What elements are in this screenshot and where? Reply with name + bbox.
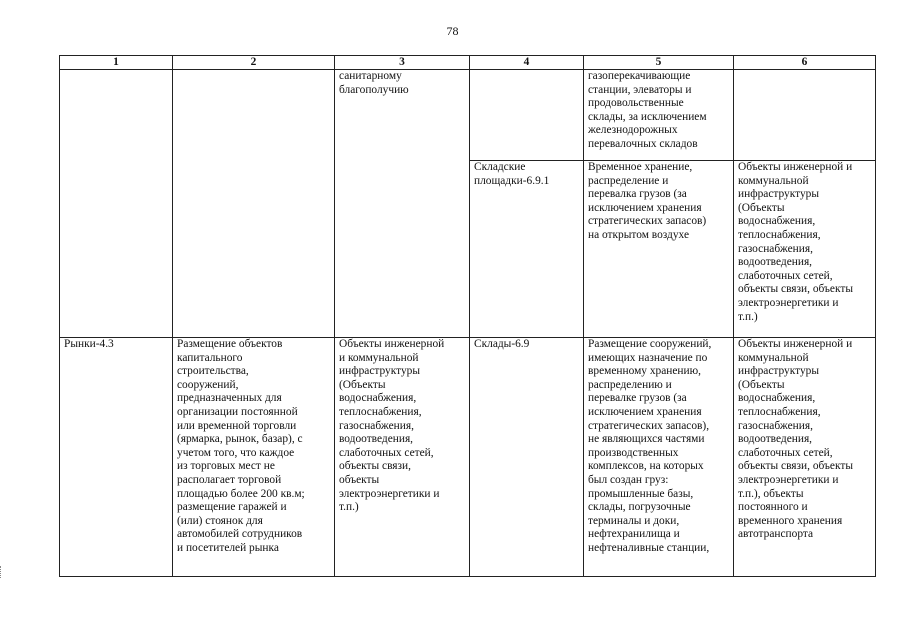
column-header-5: 5	[584, 56, 734, 70]
table-cell: Склады-6.9	[470, 338, 584, 577]
table-cell	[734, 70, 876, 161]
column-header-2: 2	[173, 56, 335, 70]
table-cell: Размещение объектов капитального строительства, сооружений, предназначенных для организации постоянной или временной торговли (ярмарка, рынок, базар), с учетом того, что каждое из торговых мест не располагает торговой площадью более 200 кв.м; размещение гаражей и (или) стоянок для автомобилей сотрудников и посетителей рынка	[173, 338, 335, 577]
table-cell	[173, 70, 335, 338]
column-header-3: 3	[335, 56, 470, 70]
zoning-table	[59, 55, 876, 577]
table-cell: санитарному благополучию	[335, 70, 470, 338]
table-cell	[60, 70, 173, 338]
table-row	[60, 338, 876, 577]
table-row	[60, 70, 876, 161]
table-cell: Складские площадки-6.9.1	[470, 161, 584, 338]
column-header-4: 4	[470, 56, 584, 70]
table-cell: Объекты инженерной и коммунальной инфраструктуры (Объекты водоснабжения, теплоснабжения, газоснабжения, водоотведения, слаботочных сетей, объекты связи, объекты электроэнергетики и т.п.)	[734, 161, 876, 338]
scan-edge-mark	[0, 566, 4, 578]
table-cell: Объекты инженерной и коммунальной инфраструктуры (Объекты водоснабжения, теплоснабжения, газоснабжения, водоотведения, слаботочных сетей, объекты связи, объекты электроэнергетики и т.п.)	[335, 338, 470, 577]
table-cell: Размещение сооружений, имеющих назначение по временному хранению, распределению и перевалке грузов (за исключением хранения стратегических запасов), не являющихся частями производственных комплексов, на которых был создан груз: промышленные базы, склады, погрузочные терминалы и доки, нефтехранилища и нефтеналивные станции,	[584, 338, 734, 577]
table-cell	[470, 70, 584, 161]
table-cell: Объекты инженерной и коммунальной инфраструктуры (Объекты водоснабжения, теплоснабжения, газоснабжения, водоотведения, слаботочных сетей, объекты связи, объекты электроэнергетики и т.п.), объекты постоянного и временного хранения автотранспорта	[734, 338, 876, 577]
column-header-1: 1	[60, 56, 173, 70]
table-cell: Рынки-4.3	[60, 338, 173, 577]
table-cell: газоперекачивающие станции, элеваторы и продовольственные склады, за исключением железнодорожных перевалочных складов	[584, 70, 734, 161]
header-row	[60, 56, 876, 70]
table-cell: Временное хранение, распределение и перевалка грузов (за исключением хранения стратегических запасов) на открытом воздухе	[584, 161, 734, 338]
page-number: 78	[446, 24, 459, 38]
column-header-6: 6	[734, 56, 876, 70]
